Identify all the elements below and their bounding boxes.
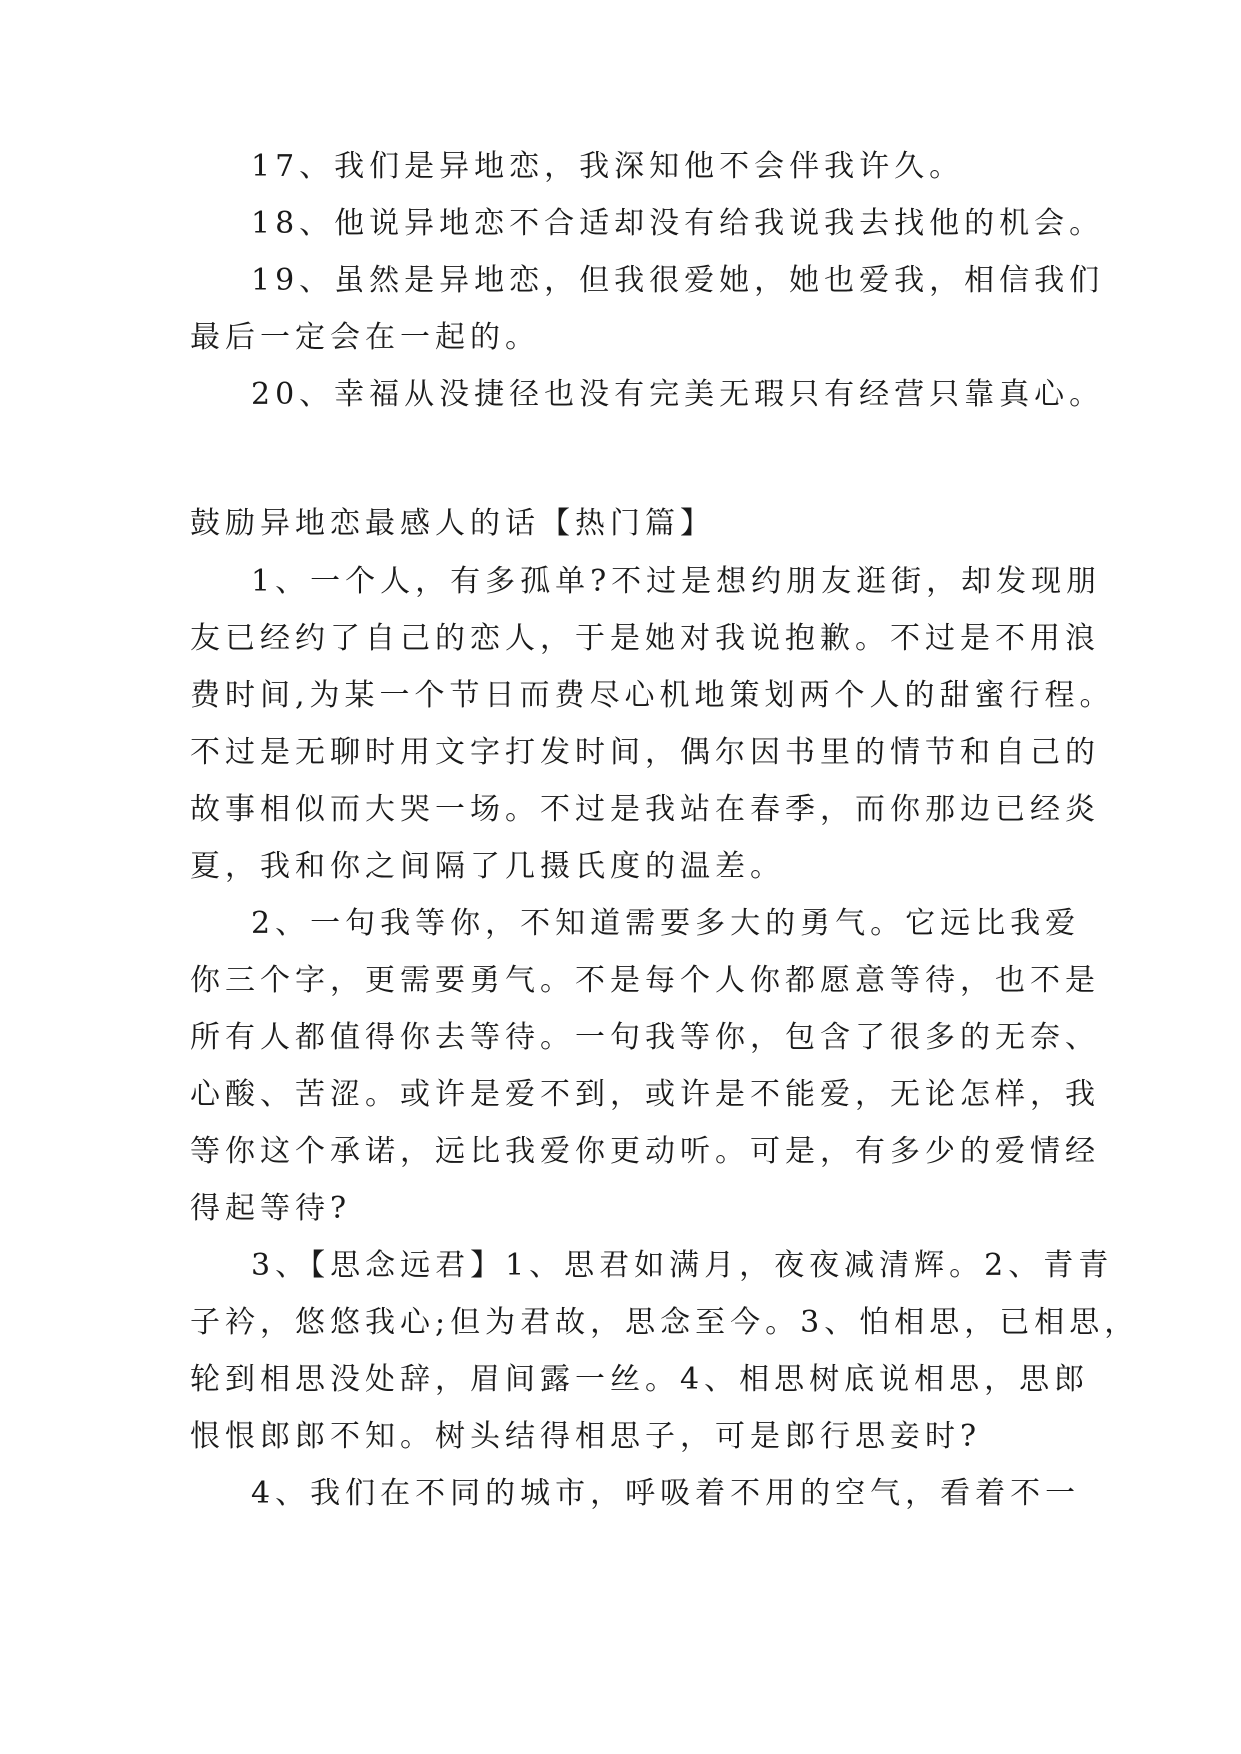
paragraph-19: 19、虽然是异地恋，但我很爱她，她也爱我，相信我们 — [251, 263, 1105, 298]
paragraph-1-line-3: 费时间,为某一个节日而费尽心机地策划两个人的甜蜜行程。 — [190, 678, 1115, 713]
paragraph-3-line-4: 恨恨郎郎不知。树头结得相思子，可是郎行思妾时? — [190, 1419, 982, 1454]
paragraph-2-line-1: 2、一句我等你，不知道需要多大的勇气。它远比我爱 — [251, 906, 1081, 941]
paragraph-2-line-4: 心酸、苦涩。或许是爱不到，或许是不能爱，无论怎样，我 — [190, 1077, 1100, 1112]
paragraph-4-line-1: 4、我们在不同的城市，呼吸着不用的空气，看着不一 — [251, 1476, 1081, 1511]
paragraph-20: 20、幸福从没捷径也没有完美无瑕只有经营只靠真心。 — [251, 377, 1105, 412]
paragraph-2-line-6: 得起等待? — [190, 1191, 352, 1226]
paragraph-1-line-1: 1、一个人，有多孤单?不过是想约朋友逛街，却发现朋 — [251, 564, 1102, 599]
paragraph-3-line-2: 子衿，悠悠我心;但为君故，思念至今。3、怕相思，已相思， — [190, 1305, 1140, 1340]
section-heading: 鼓励异地恋最感人的话【热门篇】 — [190, 506, 715, 541]
paragraph-19-continuation: 最后一定会在一起的。 — [190, 320, 540, 355]
paragraph-1-line-5: 故事相似而大哭一场。不过是我站在春季，而你那边已经炎 — [190, 792, 1100, 827]
paragraph-3-line-3: 轮到相思没处辞，眉间露一丝。4、相思树底说相思，思郎 — [190, 1362, 1090, 1397]
paragraph-18: 18、他说异地恋不合适却没有给我说我去找他的机会。 — [251, 206, 1105, 241]
paragraph-1-line-2: 友已经约了自己的恋人，于是她对我说抱歉。不过是不用浪 — [190, 621, 1100, 656]
paragraph-1-line-4: 不过是无聊时用文字打发时间，偶尔因书里的情节和自己的 — [190, 735, 1100, 770]
paragraph-2-line-3: 所有人都值得你去等待。一句我等你，包含了很多的无奈、 — [190, 1020, 1100, 1055]
paragraph-3-line-1: 3、【思念远君】1、思君如满月，夜夜减清辉。2、青青 — [251, 1248, 1114, 1283]
paragraph-1-line-6: 夏，我和你之间隔了几摄氏度的温差。 — [190, 849, 785, 884]
paragraph-17: 17、我们是异地恋，我深知他不会伴我许久。 — [251, 149, 965, 184]
paragraph-2-line-2: 你三个字，更需要勇气。不是每个人你都愿意等待，也不是 — [190, 963, 1100, 998]
paragraph-2-line-5: 等你这个承诺，远比我爱你更动听。可是，有多少的爱情经 — [190, 1134, 1100, 1169]
